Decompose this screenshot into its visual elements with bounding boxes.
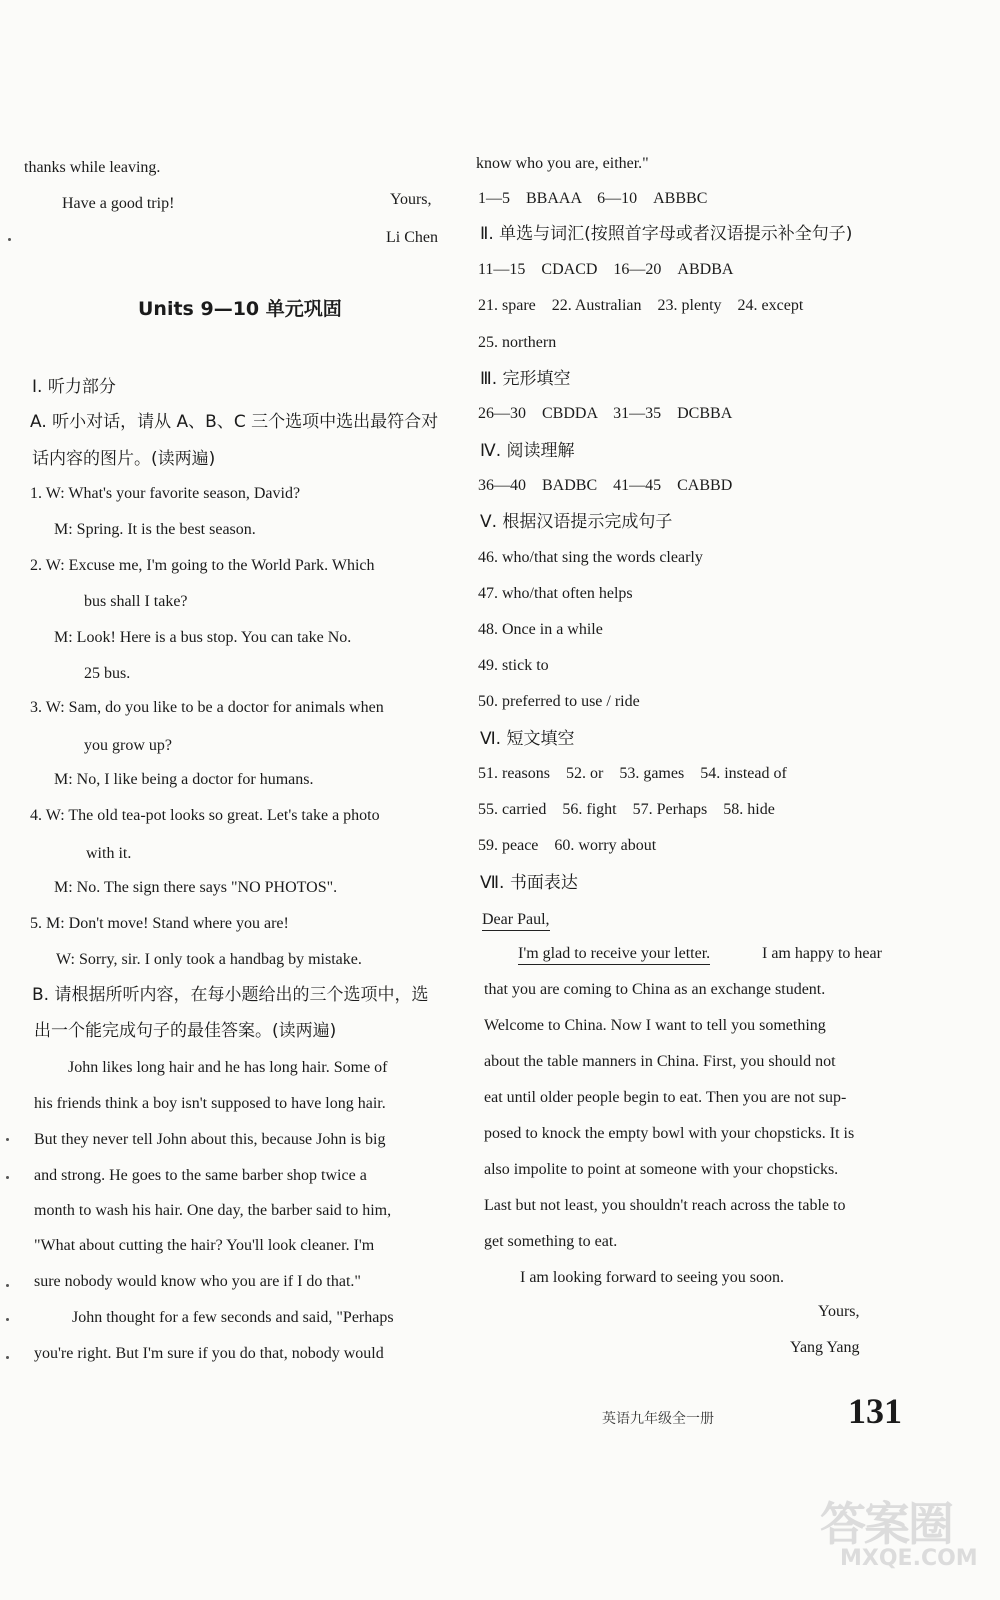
right-column-line: 25. northern — [478, 334, 557, 351]
right-column-line: 49. stick to — [478, 657, 549, 674]
right-column-line: know who you are, either." — [476, 155, 649, 172]
right-column-line: Yang Yang — [790, 1339, 860, 1356]
right-column-line: Dear Paul, — [482, 910, 550, 931]
left-column-line: M: No. The sign there says "NO PHOTOS". — [54, 879, 338, 896]
scan-speck — [6, 1356, 9, 1359]
left-column-line: with it. — [86, 845, 132, 862]
right-column-line: get something to eat. — [484, 1233, 618, 1250]
scan-speck — [6, 1176, 9, 1179]
right-column-line: that you are coming to China as an exchange student. — [484, 981, 826, 998]
scan-speck — [6, 1318, 9, 1321]
left-column-line: Have a good trip! — [62, 195, 175, 212]
left-column-line: and strong. He goes to the same barber shop twice a — [34, 1167, 367, 1184]
right-column-line: Welcome to China. Now I want to tell you something — [484, 1017, 826, 1034]
left-column-line: bus shall I take? — [84, 593, 188, 610]
right-column-line: 11—15 CDACD 16—20 ABDBA — [478, 261, 734, 278]
left-column-line: 4. W: The old tea-pot looks so great. Let's take a photo — [30, 807, 380, 824]
left-column-line: John likes long hair and he has long hair. Some of — [68, 1059, 388, 1076]
right-column-line: eat until older people begin to eat. Then you are not sup- — [484, 1089, 847, 1106]
right-column-line: Last but not least, you shouldn't reach across the table to — [484, 1197, 846, 1214]
watermark-site: MXQE.COM — [840, 1546, 978, 1571]
scan-speck — [6, 1284, 9, 1287]
right-column-line: 26—30 CBDDA 31—35 DCBBA — [478, 405, 733, 422]
left-column-line: 话内容的图片。(读两遍) — [32, 449, 216, 469]
left-column-line: M: No, I like being a doctor for humans. — [54, 771, 314, 788]
right-column-line: Ⅲ. 完形填空 — [480, 369, 571, 389]
left-column-line: Ⅰ. 听力部分 — [32, 377, 116, 397]
right-column-line: 21. spare 22. Australian 23. plenty 24. except — [478, 297, 804, 314]
left-column-line: Li Chen — [386, 229, 438, 246]
left-column-line: B. 请根据所听内容，在每小题给出的三个选项中，选 — [32, 985, 429, 1005]
left-column-line: 2. W: Excuse me, I'm going to the World Park. Which — [30, 557, 375, 574]
left-column-line: Units 9—10 单元巩固 — [138, 298, 342, 320]
right-column-line: I am happy to hear — [762, 945, 882, 962]
book-title-footer: 英语九年级全一册 — [602, 1411, 714, 1427]
right-column-line: Ⅳ. 阅读理解 — [480, 441, 575, 461]
right-column-line: about the table manners in China. First, you should not — [484, 1053, 836, 1070]
right-column-line: 1—5 BBAAA 6—10 ABBBC — [478, 190, 708, 207]
right-column-line: Ⅵ. 短文填空 — [480, 729, 575, 749]
right-column-line: Ⅴ. 根据汉语提示完成句子 — [480, 512, 673, 532]
left-column-line: you're right. But I'm sure if you do that, nobody would — [34, 1345, 384, 1362]
left-column-line: Yours, — [390, 191, 432, 208]
right-column-line: Yours, — [818, 1303, 860, 1320]
right-column-line: 46. who/that sing the words clearly — [478, 549, 703, 566]
watermark-logo — [820, 1488, 980, 1588]
left-column-line: you grow up? — [84, 737, 172, 754]
left-column-line: John thought for a few seconds and said, "Perhaps — [72, 1309, 394, 1326]
right-column-line: 51. reasons 52. or 53. games 54. instead of — [478, 765, 787, 782]
left-column-line: his friends think a boy isn't supposed to have long hair. — [34, 1095, 386, 1112]
right-column-line: 36—40 BADBC 41—45 CABBD — [478, 477, 733, 494]
right-column-line: Ⅶ. 书面表达 — [480, 873, 578, 893]
left-column-line: month to wash his hair. One day, the barber said to him, — [34, 1202, 392, 1219]
left-column-line: 5. M: Don't move! Stand where you are! — [30, 915, 289, 932]
right-column-line: 55. carried 56. fight 57. Perhaps 58. hide — [478, 801, 775, 818]
right-column-line: 59. peace 60. worry about — [478, 837, 657, 854]
left-column-line: 3. W: Sam, do you like to be a doctor for animals when — [30, 699, 384, 716]
left-column-line: A. 听小对话，请从 A、B、C 三个选项中选出最符合对 — [30, 412, 439, 432]
left-column-line: 25 bus. — [84, 665, 131, 682]
left-column-line: "What about cutting the hair? You'll look cleaner. I'm — [34, 1237, 375, 1254]
left-column-line: But they never tell John about this, because John is big — [34, 1131, 386, 1148]
right-column-line: 47. who/that often helps — [478, 585, 633, 602]
left-column-line: M: Spring. It is the best season. — [54, 521, 256, 538]
left-column-line: 出一个能完成句子的最佳答案。(读两遍) — [34, 1021, 337, 1041]
left-column-line: thanks while leaving. — [24, 159, 161, 176]
scan-speck — [6, 1138, 9, 1141]
page-number: 131 — [848, 1391, 902, 1431]
right-column-line: I am looking forward to seeing you soon. — [520, 1269, 784, 1286]
left-column-line: 1. W: What's your favorite season, David? — [30, 485, 301, 502]
right-column-line: Ⅱ. 单选与词汇(按照首字母或者汉语提示补全句子) — [480, 224, 853, 244]
watermark-text: 答案圈 — [820, 1497, 952, 1551]
left-column-line: sure nobody would know who you are if I do that." — [34, 1273, 361, 1290]
right-column-line: I'm glad to receive your letter. — [518, 944, 710, 965]
right-column-line: also impolite to point at someone with your chopsticks. — [484, 1161, 839, 1178]
scan-speck — [8, 238, 11, 241]
right-column-line: 48. Once in a while — [478, 621, 603, 638]
right-column-line: posed to knock the empty bowl with your chopsticks. It is — [484, 1125, 855, 1142]
left-column-line: W: Sorry, sir. I only took a handbag by mistake. — [56, 951, 362, 968]
right-column-line: 50. preferred to use / ride — [478, 693, 640, 710]
left-column-line: M: Look! Here is a bus stop. You can take No. — [54, 629, 352, 646]
